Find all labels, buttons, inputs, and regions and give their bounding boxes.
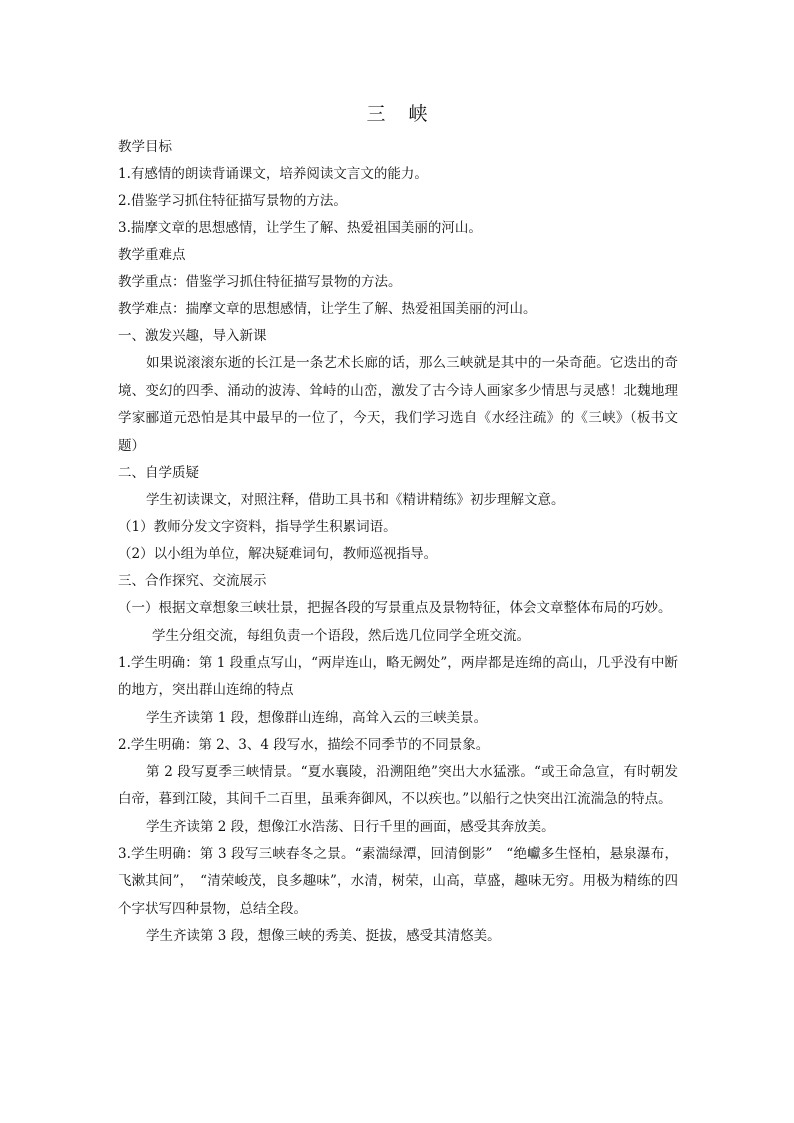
point2-text: 2.学生明确：第 2、3、4 段写水，描绘不同季节的不同景象。 bbox=[118, 736, 490, 753]
point1-text: 1.学生明确：第 1 段重点写山，“两岸连山，略无阙处”，两岸都是连绵的高山，几乎没有中断的地方，突出群山连绵的特点 bbox=[118, 654, 678, 698]
part3-subheading: （一）根据文章想象三峡壮景，把握各段的写景重点及景物特征，体会文章整体布局的巧妙。 bbox=[118, 600, 672, 616]
point1-reading: 学生齐读第 1 段，想像群山连绵，高耸入云的三峡美景。 bbox=[146, 709, 488, 726]
part2-heading: 二、自学质疑 bbox=[118, 465, 199, 481]
part2-paragraph: 学生初读课文，对照注释，借助工具书和《精讲精练》初步理解文意。 bbox=[146, 492, 565, 508]
goal-item: 1.有感情的朗读背诵课文，培养阅读文言文的能力。 bbox=[118, 166, 428, 182]
goal-item: 3.揣摩文章的思想感情，让学生了解、热爱祖国美丽的河山。 bbox=[118, 220, 482, 236]
goals-heading: 教学目标 bbox=[118, 139, 172, 155]
point2-paragraph: 第 2 段写夏季三峡情景。“夏水襄陵，沿溯阻绝”突出大水猛涨。“或王命急宣，有时朝发白帝，暮到江陵，其间千二百里，虽乘奔御风，不以疾也。”以船行之快突出江流湍急的特点。 bbox=[118, 763, 678, 807]
key-point: 教学重点：借鉴学习抓住特征描写景物的方法。 bbox=[118, 274, 402, 290]
part1-heading: 一、激发兴趣，导入新课 bbox=[118, 328, 267, 344]
part3-heading: 三、合作探究、交流展示 bbox=[118, 573, 267, 589]
point2-reading: 学生齐读第 2 段，想像江水浩荡、日行千里的画面，感受其奔放美。 bbox=[146, 818, 555, 835]
page-title: 三 峡 bbox=[366, 103, 430, 125]
difficult-point: 教学难点：揣摩文章的思想感情，让学生了解、热爱祖国美丽的河山。 bbox=[118, 301, 537, 317]
key-heading: 教学重难点 bbox=[118, 247, 186, 263]
part2-item: （2）以小组为单位，解决疑难词句，教师巡视指导。 bbox=[118, 546, 438, 562]
point3-reading: 学生齐读第 3 段，想像三峡的秀美、挺拔，感受其清悠美。 bbox=[146, 928, 501, 944]
goal-item: 2.借鉴学习抓住特征描写景物的方法。 bbox=[118, 193, 347, 209]
part1-paragraph: 如果说滚滚东逝的长江是一条艺术长廊的话，那么三峡就是其中的一朵奇葩。它迭出的奇境、变幻的四季、涌动的波涛、耸峙的山峦，激发了古今诗人画家多少情思与灵感！北魏地理学家郦道元恐怕是其中最早的一位了，今天，我们学习选自《水经注疏》的《三峡》（板书文题） bbox=[118, 355, 678, 454]
point3-text: 3.学生明确：第 3 段写三峡春冬之景。“素湍绿潭，回清倒影” “绝巘多生怪柏，悬泉瀑布，飞漱其间”， “清荣峻茂，良多趣味”，水清，树荣，山高，草盛，趣味无穷。用极为精练的四个字状写四种景物，总结全段。 bbox=[118, 845, 678, 917]
part3-group-text: 学生分组交流，每组负责一个语段，然后选几位同学全班交流。 bbox=[152, 627, 530, 644]
part2-item: （1）教师分发文字资料，指导学生积累词语。 bbox=[118, 519, 397, 535]
document-page bbox=[118, 96, 678, 950]
